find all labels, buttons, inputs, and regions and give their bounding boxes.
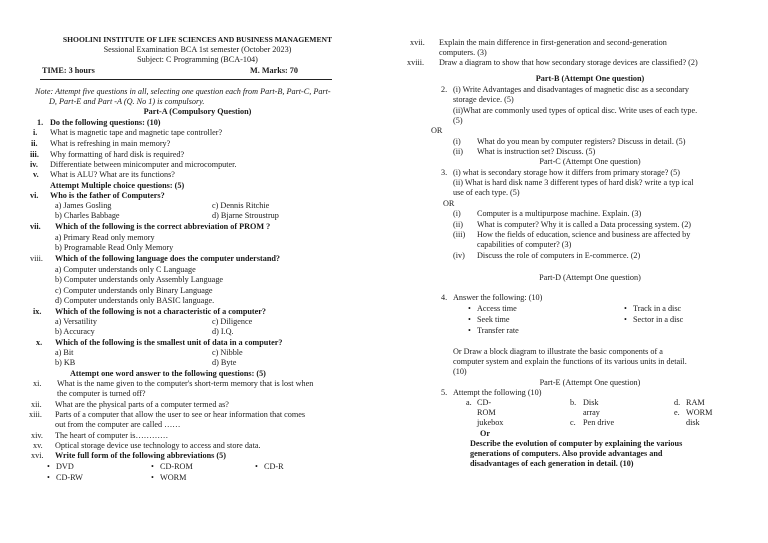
q-v-number: v. xyxy=(33,170,39,179)
q-ix-option-b: b) Accuracy xyxy=(55,327,95,336)
q5-a-line-1: CD- xyxy=(477,398,492,407)
q-i-number: i. xyxy=(33,128,38,137)
q-xiii-number: xiii. xyxy=(29,410,42,419)
q-x-text: Which of the following is the smallest unit of data in a computer? xyxy=(55,338,283,347)
q-viii-option-d: d) Computer understands only BASIC language. xyxy=(55,296,215,305)
q-vii-option-a: a) Primary Read only memory xyxy=(55,233,155,242)
q5-e-label: e. xyxy=(674,408,680,417)
q3-line-2: (ii) What is hard disk name 3 different types of hard disk? write a typ ical xyxy=(453,178,694,187)
note-line-1: Note: Attempt five questions in all, selecting one question each from Part-B, Part-C, Part- xyxy=(35,87,331,96)
q-xvii-number: xvii. xyxy=(410,38,425,47)
q-xi-number: xi. xyxy=(33,379,42,388)
q-x-option-a: a) Bit xyxy=(55,348,74,357)
q4-item-access-time: • Access time xyxy=(477,304,517,315)
partc-alt-iv-number: (iv) xyxy=(453,251,465,260)
q-xii-text: What are the physical parts of a computer termed as? xyxy=(55,400,229,409)
partc-alt-iii-number: (iii) xyxy=(453,230,466,239)
abbrev-worm: • WORM xyxy=(160,473,186,484)
q2-line-3: (ii)What are commonly used types of optical disc. Write uses of each type. xyxy=(453,106,698,115)
abbrev-cd-rw: • CD-RW xyxy=(56,473,83,484)
q-viii-option-a: a) Computer understands only C Language xyxy=(55,265,196,274)
q-xi-line-1: What is the name given to the computer's short-term memory that is lost when xyxy=(57,379,314,388)
q-ii-text: What is refreshing in main memory? xyxy=(50,139,171,148)
q2-line-1: (i) Write Advantages and disadvantages of magnetic disc as a secondary xyxy=(453,85,689,94)
q-viii-number: viii. xyxy=(30,254,43,263)
q1-number: 1. xyxy=(37,118,44,127)
q-x-option-c: c) Nibble xyxy=(212,348,243,357)
partc-alt-ii-number: (ii) xyxy=(453,220,464,229)
q-vi-option-b: b) Charles Babbage xyxy=(55,211,120,220)
q-x-number: x. xyxy=(36,338,43,347)
q2-line-4: (5) xyxy=(453,116,463,125)
q-viii-text: Which of the following language does the computer understand? xyxy=(55,254,281,263)
partc-alt-i-text: Computer is a multipurpose machine. Explain. (3) xyxy=(477,209,642,218)
q2-line-2: storage device. (5) xyxy=(453,95,514,104)
q-vii-number: vii. xyxy=(30,222,41,231)
parte-alt-line-3: disadvantages of each generation in detail. (10) xyxy=(470,459,634,468)
q4-item-sector: • Sector in a disc xyxy=(633,315,683,326)
q5-b-label: b. xyxy=(570,398,577,407)
q-vi-option-c: c) Dennis Ritchie xyxy=(212,201,270,210)
q4-number: 4. xyxy=(441,293,448,302)
subject-line: Subject: C Programming (BCA-104) xyxy=(137,55,258,64)
abbrev-cd-rom: • CD-ROM xyxy=(160,462,193,473)
q-xviii-number: xviii. xyxy=(407,58,425,67)
q-x-option-d: d) Byte xyxy=(212,358,237,367)
q-iv-number: iv. xyxy=(30,160,38,169)
header-divider xyxy=(40,79,332,80)
institute-name: SHOOLINI INSTITUTE OF LIFE SCIENCES AND BUSINESS MANAGEMENT xyxy=(62,35,333,44)
q-xvi-text: Write full form of the following abbreviations (5) xyxy=(55,451,226,460)
q-xiv-number: xiv. xyxy=(31,431,43,440)
q5-text: Attempt the following (10) xyxy=(453,388,542,397)
partc-alt-iv-text: Discuss the role of computers in E-commerce. (2) xyxy=(477,251,641,260)
q5-e-line-1: WORM xyxy=(686,408,713,417)
q5-e-line-2: disk xyxy=(686,418,700,427)
parta-title: Part-A (Compulsory Question) xyxy=(143,107,252,116)
q-iii-text: Why formatting of hard disk is required? xyxy=(50,150,185,159)
partb-or: OR xyxy=(431,126,443,135)
q-xvii-line-2: computers. (3) xyxy=(439,48,487,57)
q5-c-text: Pen drive xyxy=(583,418,615,427)
q-i-text: What is magnetic tape and magnetic tape controller? xyxy=(50,128,223,137)
q-vi-option-d: d) Bjarne Stroustrup xyxy=(212,211,279,220)
partc-or: OR xyxy=(443,199,455,208)
q4-item-seek-time: • Seek time xyxy=(477,315,510,326)
q-ii-number: ii. xyxy=(31,139,38,148)
q2-number: 2. xyxy=(441,85,448,94)
q5-c-label: c. xyxy=(570,418,576,427)
q-xv-number: xv. xyxy=(33,441,43,450)
q-vii-text: Which of the following is the correct abbreviation of PROM ? xyxy=(55,222,271,231)
q-xviii-text: Draw a diagram to show that how secondary storage devices are classified? (2) xyxy=(439,58,698,67)
q-xii-number: xii. xyxy=(31,400,42,409)
q4-or-line-2: computer system and explain the functions of its various units in detail. xyxy=(453,357,687,366)
q-xi-line-2: the computer is turned off? xyxy=(57,389,146,398)
partb-title: Part-B (Attempt One question) xyxy=(535,74,645,83)
q5-a-line-2: ROM xyxy=(477,408,496,417)
partc-alt-i-number: (i) xyxy=(453,209,461,218)
q-viii-option-c: c) Computer understands only Binary Language xyxy=(55,286,213,295)
partc-alt-iii-line-2: capabilities of computer? (3) xyxy=(477,240,572,249)
q-ix-option-d: d) I.Q. xyxy=(212,327,234,336)
partd-title: Part-D (Attempt One question) xyxy=(539,273,641,282)
q-vi-number: vi. xyxy=(30,191,39,200)
parte-or: Or xyxy=(480,429,491,438)
q5-a-label: a. xyxy=(466,398,472,407)
partb-alt-i-text: What do you mean by computer registers? Discuss in detail. (5) xyxy=(477,137,686,146)
q-iii-number: iii. xyxy=(30,150,39,159)
q-xvi-number: xvi. xyxy=(31,451,44,460)
q3-line-1: (i) what is secondary storage how it differs from primary storage? (5) xyxy=(453,168,680,177)
q5-b-line-2: array xyxy=(583,408,600,417)
q5-d-label: d. xyxy=(674,398,681,407)
q-ix-text: Which of the following is not a characteristic of a computer? xyxy=(55,307,267,316)
abbrev-cd-r: • CD-R xyxy=(264,462,284,473)
time-label: TIME: 3 hours xyxy=(42,66,95,75)
partc-alt-ii-text: What is computer? Why it is called a Data processing system. (2) xyxy=(477,220,692,229)
abbrev-dvd: • DVD xyxy=(56,462,74,473)
parte-title: Part-E (Attempt One question) xyxy=(539,378,641,387)
max-marks: M. Marks: 70 xyxy=(250,66,298,75)
q-iv-text: Differentiate between minicomputer and microcomputer. xyxy=(50,160,237,169)
q5-b-line-1: Disk xyxy=(583,398,599,407)
q3-line-3: use of each type. (5) xyxy=(453,188,520,197)
q-xiv-text: The heart of computer is………… xyxy=(55,431,169,440)
note-line-2: D, Part-E and Part -A (Q. No 1) is compulsory. xyxy=(49,97,205,106)
exam-title: Sessional Examination BCA 1st semester (October 2023) xyxy=(103,45,292,54)
q-xvii-line-1: Explain the main difference in first-generation and second-generation xyxy=(439,38,667,47)
q5-d-text: RAM xyxy=(686,398,705,407)
q4-text: Answer the following: (10) xyxy=(453,293,543,302)
q-v-text: What is ALU? What are its functions? xyxy=(50,170,175,179)
q-xiii-line-2: out from the computer are called …… xyxy=(55,420,181,429)
partc-alt-iii-line-1: How the fields of education, science and business are affected by xyxy=(477,230,691,239)
q4-item-track: • Track in a disc xyxy=(633,304,681,315)
q3-number: 3. xyxy=(441,168,448,177)
parte-alt-line-1: Describe the evolution of computer by explaining the various xyxy=(470,439,683,448)
q1-text: Do the following questions: (10) xyxy=(50,118,161,127)
q4-or-line-3: (10) xyxy=(453,367,467,376)
q-vii-option-b: b) Programable Read Only Memory xyxy=(55,243,174,252)
q-x-option-b: b) KB xyxy=(55,358,76,367)
q5-a-line-3: jukebox xyxy=(477,418,504,427)
q4-item-transfer-rate: • Transfer rate xyxy=(477,326,519,337)
q-ix-option-a: a) Versatility xyxy=(55,317,97,326)
q-ix-number: ix. xyxy=(33,307,42,316)
partc-title: Part-C (Attempt One question) xyxy=(539,157,641,166)
q4-or-line-1: Or Draw a block diagram to illustrate the basic components of a xyxy=(453,347,663,356)
partb-alt-i-number: (i) xyxy=(453,137,461,146)
q-ix-option-c: c) Diligence xyxy=(212,317,253,326)
mcq-heading: Attempt Multiple choice questions: (5) xyxy=(50,181,185,190)
parte-alt-line-2: generations of computers. Also provide advantages and xyxy=(470,449,663,458)
q-xiii-line-1: Parts of a computer that allow the user to see or hear information that comes xyxy=(55,410,306,419)
partb-alt-ii-number: (ii) xyxy=(453,147,464,156)
q-xv-text: Optical storage device use technology to access and store data. xyxy=(55,441,261,450)
q5-number: 5. xyxy=(441,388,448,397)
q-viii-option-b: b) Computer understands only Assembly Language xyxy=(55,275,224,284)
q-vi-text: Who is the father of Computers? xyxy=(50,191,165,200)
partb-alt-ii-text: What is instruction set? Discuss. (5) xyxy=(477,147,596,156)
oneword-heading: Attempt one word answer to the following questions: (5) xyxy=(70,369,266,378)
q-vi-option-a: a) James Gosling xyxy=(55,201,112,210)
